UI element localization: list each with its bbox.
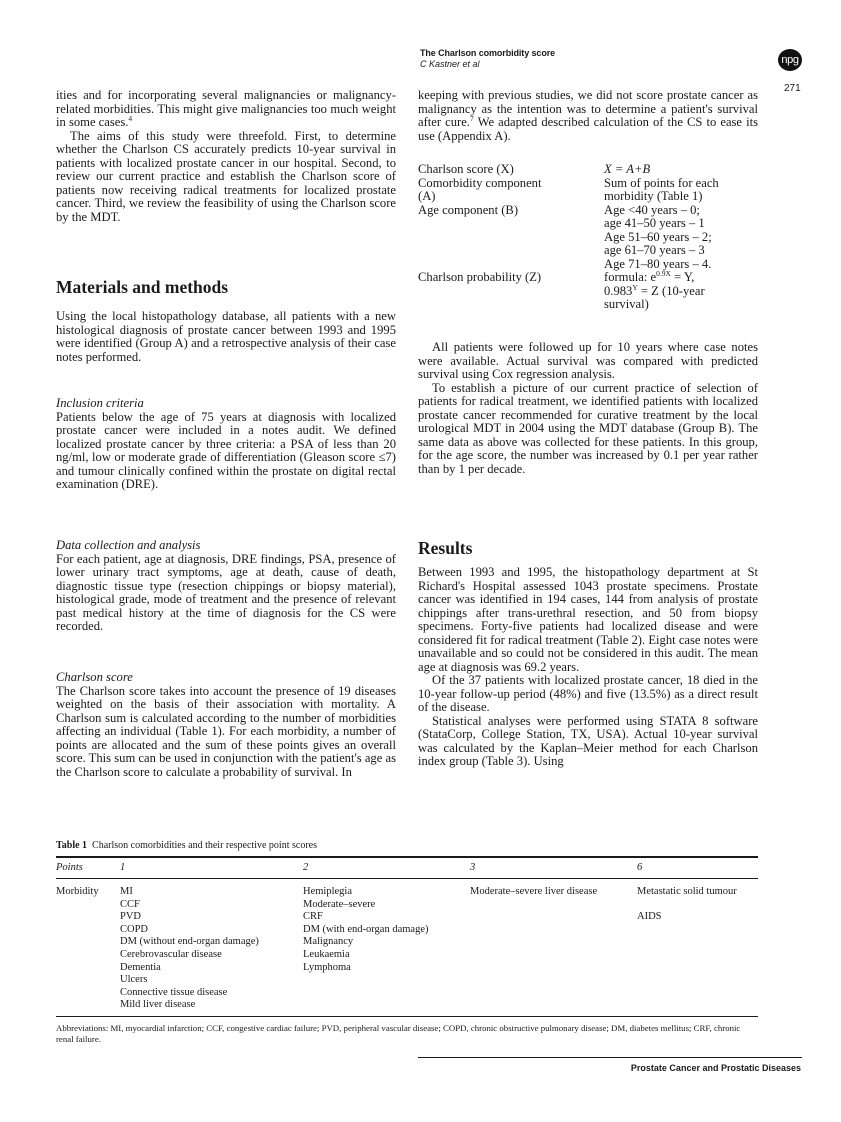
cs-row-probability: Charlson probability (Z) formula: $e^{0.9X} = Y$, $0.983^Y = Z$ (10-year survival) — [418, 268, 705, 311]
table1-header-rule — [56, 878, 758, 879]
aims-paragraph: The aims of this study were threefold. First, to determine whether the Charlson CS accurately predicts 10-year survival in patients with localized prostate cancer in our hospital. Second, to review our current practice and establish the Charlson score of patients now receiving radical treatments for localized prostate cancer. Third, we review the feasibility of using the Charlson score by the MDT. — [56, 128, 396, 224]
methods-heading: Materials and methods — [56, 277, 229, 297]
followed-paragraph: All patients were followed up for 10 years where case notes were available. Actual survival was compared with predicted survival using Cox regression analysis. — [418, 340, 758, 381]
table1-col-1: MI CCF PVD COPD DM (without end-organ damage) Cerebrovascular disease Dementia Ulcers Connective tissue disease Mild liver disease — [120, 886, 259, 1011]
right-column-mid — [418, 341, 758, 476]
results-heading: Results — [418, 538, 473, 558]
table1-header-3: 3 — [470, 862, 476, 873]
table1-row-label: Morbidity — [56, 886, 99, 897]
charlson-heading: Charlson score — [56, 670, 133, 684]
footer-rule — [418, 1057, 802, 1058]
results-paragraph-2: Of the 37 patients with localized prostate cancer, 18 died in the 10-year follow-up period (48%) and five (13.5%) as a direct result of the disease. — [418, 673, 758, 714]
citation-ref[interactable]: 7 — [469, 113, 474, 123]
table1-col-2: Hemiplegia Moderate–severe CRF DM (with end-organ damage) Malignancy Leukaemia Lymphoma — [303, 886, 429, 973]
charlson-formula-table — [418, 163, 758, 312]
keeping-paragraph: keeping with previous studies, we did not score prostate cancer as malignancy as the intention was to determine a patient's survival after cure.$^7$ We adapted described calculation of the CS to ease its use (Appendix A). — [418, 88, 758, 143]
results-section — [418, 537, 758, 559]
inclusion-section — [56, 397, 396, 492]
table1-abbreviations: Abbreviations: MI, myocardial infarction; CCF, congestive cardiac failure; PVD, peripheral vascular disease; COPD, chronic obstructive pulmonary disease; DM, diabetes mellitus; CRF, chronic renal failure. — [56, 1023, 741, 1044]
charlson-section — [56, 671, 396, 779]
page-number: 271 — [784, 83, 801, 94]
citation-ref[interactable]: 4 — [128, 113, 133, 123]
journal-name: Prostate Cancer and Prostatic Diseases — [630, 1063, 801, 1073]
data-collection-section — [56, 539, 396, 634]
methods-paragraph: Using the local histopathology database, all patients with a new histological diagnosis of prostate cancer between 1993 and 1995 were identified (Group A) and a retrospective analysis of their case notes performed. — [56, 309, 396, 364]
table1-header-6: 6 — [637, 862, 643, 873]
results-body — [418, 566, 758, 769]
running-header-title: The Charlson comorbidity score — [420, 48, 556, 58]
table1-caption: Table 1 Charlson comorbidities and their respective point scores — [56, 840, 317, 851]
table1-top-rule — [56, 856, 758, 858]
npg-logo: npg — [778, 49, 802, 71]
table1-header-1: 1 — [120, 862, 126, 873]
inclusion-paragraph: Patients below the age of 75 years at diagnosis with localized prostate cancer were included in a notes audit. We defined localized prostate cancer by three criteria: a PSA of less than 20 ng/ml, low or moderate grade of differentiation (Gleason score ≤7) and tumour clinically confined within the prostate on digital rectal examination (DRE). — [56, 409, 396, 491]
establish-paragraph: To establish a picture of our current practice of selection of patients for radical treatment, we identified patients with localized prostate cancer recommended for curative treatment by the local urological MDT in 2004 using the MDT database (Group B). The same data as above was collected for these patients. In this group, for the age score, the number was increased by 0.1 per year rather than by 1 per decade. — [418, 380, 758, 476]
results-paragraph-1: Between 1993 and 1995, the histopathology department at St Richard's Hospital assessed 1043 prostate specimens. Prostate cancer was identified in 194 cases, 144 from analysis of prostate chippings after trans-urethral resection, and 50 from biopsy specimens. Forty-five patients had localized disease and were considered fit for radical treatment (Table 2). Eight case notes were unavailable and so could not be considered in this audit. The mean age at diagnosis was 69.2 years. — [418, 565, 758, 674]
cs-row-age: Age component (B) Age <40 years – 0; age 41–50 years – 1 Age 51–60 years – 2; age 61–70 years – 3 Age 71–80 years – 4. — [418, 202, 712, 271]
data-collection-paragraph: For each patient, age at diagnosis, DRE findings, PSA, presence of lower urinary tract symptoms, age at death, cause of death, diagnostic tissue type (resection chippings or biopsy material), histological grade, mode of treatment and the presence of relevant past medical history at the time of diagnosis for the CS were recorded. — [56, 551, 396, 633]
table1-bottom-rule — [56, 1016, 758, 1017]
right-column-top — [418, 89, 758, 143]
charlson-paragraph: The Charlson score takes into account the presence of 19 diseases weighted on the basis of their association with mortality. A Charlson sum is calculated according to the number of morbidities affecting an individual (Table 1). For each morbidity, a number of points are allocated and the sum of these points gives an overall score. This sum can be used in conjunction with the patient's age as the Charlson score to calculate a probability of survival. In — [56, 683, 396, 779]
cs-row-comorbidity: Comorbidity component (A) Sum of points for each morbidity (Table 1) — [418, 175, 719, 203]
left-column — [56, 89, 396, 224]
methods-section — [56, 276, 396, 298]
table1-col-3: Moderate–severe liver disease — [470, 886, 598, 897]
inclusion-heading: Inclusion criteria — [56, 396, 144, 410]
running-header-author: C Kastner et al — [420, 59, 480, 69]
table1-header-2: 2 — [303, 862, 309, 873]
methods-body — [56, 310, 396, 364]
table1-col-6: Metastatic solid tumour AIDS — [637, 886, 737, 923]
results-paragraph-3: Statistical analyses were performed using STATA 8 software (StataCorp, College Station, TX, USA). Actual 10-year survival was calculated by the Kaplan–Meier method for each Charlson index group (Table 3). Using — [418, 713, 758, 768]
cs-row-score: Charlson score (X) X = A+B — [418, 162, 651, 176]
table1-header-points: Points — [56, 862, 83, 873]
data-collection-heading: Data collection and analysis — [56, 538, 201, 552]
intro-paragraph: ities and for incorporating several malignancies or malignancy-related morbidities. This might give malignancies too much weight in some cases.$^4$ — [56, 88, 396, 129]
